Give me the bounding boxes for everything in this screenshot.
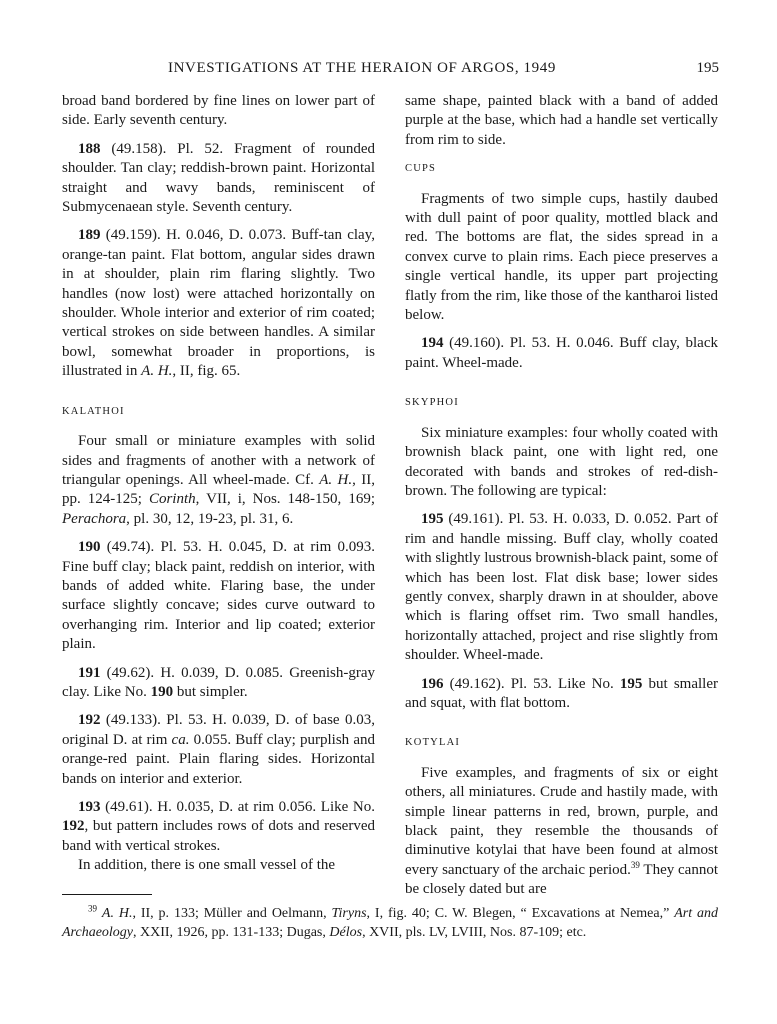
citation: Perachora xyxy=(62,510,127,527)
citation: Art and Archaeology xyxy=(62,906,718,940)
intro-text: They cannot be closely dated but are xyxy=(405,861,718,898)
entry-number: 193 xyxy=(78,799,101,815)
footnote-text: , II, p. 133; Müller and Oelmann, xyxy=(132,906,332,921)
citation: Délos xyxy=(329,925,363,940)
continued-paragraph: same shape, painted black with a band of added purple at the base, which had a handle set vertically from rim to side. xyxy=(405,93,718,148)
continued-paragraph: broad band bordered by fine lines on lower part of side. Early seventh century. xyxy=(62,93,375,129)
entry-text: (49.162). Pl. 53. Like No. xyxy=(443,675,620,692)
entry-text: , but pattern includes rows of dots and reserved band with vertical strokes. xyxy=(62,818,375,854)
entry-reference: 195 xyxy=(619,675,643,692)
section-intro-cups: Fragments of two simple cups, hastily daubed with dull paint of poor quality, mottled black and red. The bottoms are flat, the sides spread in a convex curve to plain rims. Each piece preserves a single vertical handle, its upper part projecting flatly from the rim, like those of the kantharoi listed below. xyxy=(405,190,718,324)
entry-text: (49.160). Pl. 53. H. 0.046. Buff clay, black paint. Wheel-made. xyxy=(405,335,718,371)
entry-reference: 192 xyxy=(62,818,85,835)
entry-text: (49.62). H. 0.039, D. 0.085. Greenish-gray clay. Like No. xyxy=(62,664,375,700)
page-number: 195 xyxy=(696,60,719,76)
intro-text: Five examples, and fragments of six or eight others, all miniatures. Crude and hastily made, with simple linear patterns in red, brown, purple, and black paint, they resemble the thousands of diminutive kotylai that have been found at almost every sanctuary of the archaic period. xyxy=(405,764,718,878)
abbreviation: ca. xyxy=(171,731,190,748)
section-heading-kotylai: KOTYLAI xyxy=(405,737,461,749)
entry-text: (49.74). Pl. 53. H. 0.045, D. at rim 0.093. Fine buff clay; black paint, reddish on interior, with bands of added white. Flaring base, the under surface slightly concave; sides curve outward to overhanging rim. Interior and lip coated; exterior plain. xyxy=(62,539,375,653)
intro-text: , VII, i, Nos. 148-150, 169; xyxy=(195,491,375,508)
entry-reference: 190 xyxy=(150,683,174,700)
entry-text: (49.161). Pl. 53. H. 0.033, D. 0.052. Part of rim and handle missing. Buff clay, wholly coated with slightly lustrous brownish-black paint, some of which has been lost. Flat disk base; lower sides gently convex, sharply drawn in at shoulder, above which is flaring offset rim. Two small handles, horizontally attached, project and rise slightly from shoulder. Wheel-made. xyxy=(405,511,718,664)
section-heading-cups: CUPS xyxy=(405,163,437,175)
catalog-entry-189 xyxy=(62,226,375,381)
entry-text: (49.159). H. 0.046, D. 0.073. Buff-tan clay, orange-tan paint. Flat bottom, angular sides drawn in at shoulder, plain rim flaring slightly. Two handles (now lost) were attached horizontally on shoulder. Whole interior and exterior of rim coated; vertical strokes on side between handles. A similar bowl, somewhat broader in proportions, is illustrated in xyxy=(62,227,375,380)
entry-number: 196 xyxy=(421,675,444,692)
citation: Tiryns xyxy=(331,906,367,921)
running-head xyxy=(64,60,719,82)
entry-number: 194 xyxy=(421,335,444,352)
catalog-entry-196 xyxy=(405,675,718,714)
catalog-entry-188 xyxy=(62,140,375,218)
citation: A. H. xyxy=(141,363,173,380)
citation: Corinth xyxy=(148,491,196,508)
entry-number: 192 xyxy=(78,712,101,729)
entry-text: but simpler. xyxy=(173,683,248,700)
entry-text: (49.133). Pl. 53. H. 0.039, D. of base 0.03, original D. at rim xyxy=(62,712,375,748)
footnote-text: , XVII, pls. LV, LVIII, Nos. 87-109; etc. xyxy=(362,925,587,940)
intro-text: , II, pp. 124-125; xyxy=(62,471,375,508)
entry-text: but smaller and squat, with flat bottom. xyxy=(405,675,718,711)
section-intro-kotylai xyxy=(405,764,718,900)
entry-number: 188 xyxy=(78,140,101,157)
catalog-entry-190 xyxy=(62,538,375,654)
entry-number: 191 xyxy=(78,664,101,681)
section-heading-kalathoi: KALATHOI xyxy=(62,405,125,417)
intro-text: , pl. 30, 12, 19-23, pl. 31, 6. xyxy=(126,510,294,527)
footnote-mark: 39 xyxy=(88,903,97,914)
footnote-39 xyxy=(62,904,718,942)
entry-number: 195 xyxy=(421,511,444,528)
running-title: INVESTIGATIONS AT THE HERAION OF ARGOS, 1949 xyxy=(168,60,556,76)
right-column xyxy=(405,92,718,909)
catalog-entry-194 xyxy=(405,334,718,373)
catalog-entry-193 xyxy=(62,798,375,856)
footnote-divider xyxy=(62,894,152,895)
section-intro-skyphoi: Six miniature examples: four wholly coated with brownish black paint, one with light red, one decorated with bands and strokes of red-dish-brown. The following are typical: xyxy=(405,424,718,499)
addition-paragraph: In addition, there is one small vessel of the xyxy=(78,857,336,874)
intro-text: Four small or miniature examples with solid sides and fragments of another with a network of triangular openings. All wheel-made. Cf. xyxy=(62,433,375,488)
catalog-entry-195 xyxy=(405,510,718,665)
entry-text: , II, fig. 65. xyxy=(172,363,241,380)
footnote-reference[interactable]: 39 xyxy=(630,859,640,870)
section-heading-skyphoi: SKYPHOI xyxy=(405,397,459,409)
citation: A. H. xyxy=(101,906,133,921)
footnote-text: , I, fig. 40; C. W. Blegen, “ Excavations at Nemea,” xyxy=(366,906,675,921)
left-column xyxy=(62,92,375,885)
catalog-entry-191 xyxy=(62,664,375,703)
footnote-text: , XXII, 1926, pp. 131-133; Dugas, xyxy=(133,925,330,940)
citation: A. H. xyxy=(319,471,353,488)
entry-text: (49.61). H. 0.035, D. at rim 0.056. Like No. xyxy=(100,799,375,815)
catalog-entry-192 xyxy=(62,711,375,789)
section-intro-kalathoi xyxy=(62,432,375,529)
entry-number: 189 xyxy=(78,227,101,244)
entry-number: 190 xyxy=(78,539,101,556)
entry-text: 0.055. Buff clay; purplish and orange-red paint. Plain flaring sides. Horizontal bands on interior and exterior. xyxy=(62,731,375,787)
entry-text: (49.158). Pl. 52. Fragment of rounded shoulder. Tan clay; reddish-brown paint. Horizontal straight and wavy bands, reminiscent of Submycenaean style. Seventh century. xyxy=(62,140,375,216)
